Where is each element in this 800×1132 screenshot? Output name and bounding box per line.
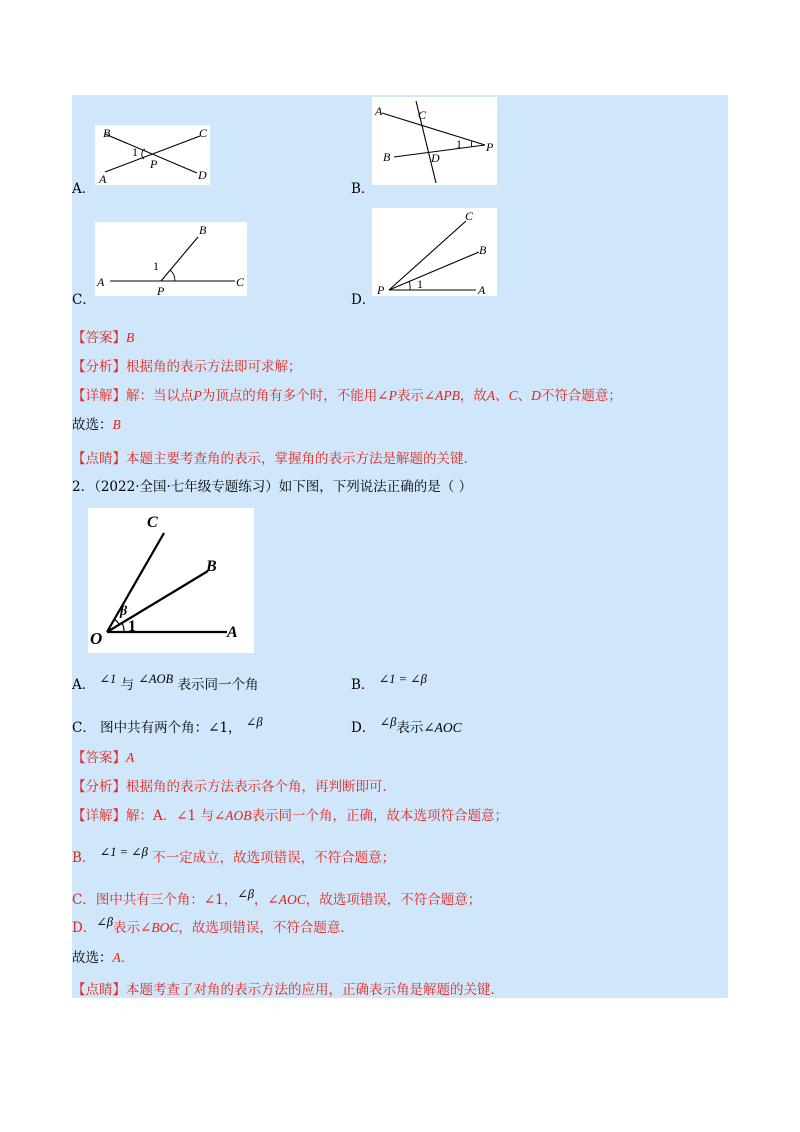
math-angle-aob: ∠AOB [138, 672, 174, 686]
label-C: C [199, 126, 208, 140]
q2-analysis-line [72, 777, 396, 797]
question-number: 2． [72, 479, 95, 495]
figure-option-a [95, 125, 210, 185]
math-angle-beta: ∠β [237, 887, 254, 901]
choose-value: A [112, 950, 121, 965]
math-equation: ∠1 = ∠β [99, 845, 148, 859]
comment-text: 本题主要考查角的表示，掌握角的表示方法是解题的关键. [126, 451, 468, 467]
option-d-label: D． [351, 292, 376, 308]
math-angle-beta: ∠β [96, 915, 114, 929]
option-text: 与 [120, 677, 135, 693]
label-C: C [236, 275, 245, 289]
figure-option-c [95, 222, 247, 296]
figure-option-b [372, 97, 497, 185]
q2-stem [72, 477, 472, 497]
option-label: C． [72, 720, 96, 736]
q2-comment-line [72, 980, 504, 1000]
q2-detail-line-3 [72, 887, 482, 910]
detail-text: 表示∠ [396, 388, 436, 404]
math-equation: ∠1 = ∠β [378, 672, 427, 686]
detail-text: ，故选项错误，不符合题意； [305, 892, 482, 908]
label-C: C [147, 514, 158, 531]
detail-var: P [388, 388, 397, 403]
label-B: B [383, 150, 391, 164]
q2-option-b [351, 672, 427, 695]
label-O: O [90, 629, 103, 648]
label-C: C [465, 209, 474, 223]
comment-text: 本题考查了对角的表示方法的应用，正确表示角是解题的关键． [126, 982, 504, 998]
detail-text: 、 [517, 388, 532, 404]
q1-comment-line [72, 449, 468, 469]
detail-var: C [508, 388, 518, 403]
label-C: C [418, 108, 427, 122]
label-1: 1 [132, 145, 138, 159]
analysis-tag: 【分析】 [72, 779, 126, 795]
option-text: 表示∠ [396, 720, 435, 736]
answer-value: A [126, 750, 135, 765]
label-A: A [99, 172, 107, 185]
q2-answer-line [72, 748, 134, 768]
label-D: D [431, 151, 440, 165]
detail-var: APB [435, 388, 460, 403]
math-angle-beta: ∠β [379, 715, 397, 729]
detail-text: ，故选项错误，不符合题意． [178, 920, 354, 936]
label-P: P [150, 157, 158, 171]
q2-option-a [72, 672, 259, 695]
detail-text: ，∠ [253, 892, 279, 908]
choose-text: 故选： [72, 417, 113, 433]
option-c-label: C． [72, 292, 96, 308]
label-B: B [479, 243, 487, 257]
detail-text: 表示∠ [113, 920, 152, 936]
option-b-label: B． [351, 181, 375, 197]
option-label: D． [351, 720, 376, 736]
detail-var: AOB [225, 808, 252, 823]
option-var: AOC [434, 720, 462, 735]
detail-text: 解：当以点 [126, 388, 194, 404]
option-text: 表示同一个角 [177, 677, 259, 693]
q1-analysis-line [72, 357, 302, 377]
label-B: B [103, 126, 111, 140]
label-A: A [227, 624, 238, 641]
q1-detail-line [72, 386, 622, 406]
q2-detail-line-1 [72, 806, 508, 826]
label-1: 1 [153, 259, 159, 273]
detail-text: 不符合题意； [540, 388, 622, 404]
label-1: 1 [417, 277, 423, 291]
q2-detail-line-4 [72, 915, 354, 938]
option-text: 图中共有两个角：∠1， [100, 720, 242, 736]
detail-var: A [486, 388, 496, 403]
detail-text: 不一定成立，故选项错误，不符合题意； [152, 850, 396, 866]
detail-text: ，故 [459, 388, 487, 404]
analysis-text: 根据角的表示方法表示各个角，再判断即可． [126, 779, 396, 795]
question-text: （2022·全国·七年级专题练习）如下图，下列说法正确的是（ ） [94, 479, 473, 495]
choose-value: B [112, 417, 121, 432]
detail-tag: 【详解】 [72, 388, 126, 404]
figure-option-d [372, 208, 497, 296]
q2-option-d [351, 715, 462, 738]
label-P: P [377, 283, 385, 296]
q2-option-c [72, 715, 263, 738]
label-P: P [486, 140, 494, 154]
detail-text: 表示同一个角，正确，故本选项符合题意； [251, 808, 509, 824]
detail-text: 解：A．∠1 与∠ [126, 808, 226, 824]
q1-answer-line [72, 328, 134, 348]
detail-var: P [193, 388, 202, 403]
label-A: A [375, 104, 383, 118]
option-label: B． [351, 677, 375, 693]
detail-label: B． [72, 850, 96, 866]
choose-end: ． [120, 950, 135, 966]
answer-value: B [126, 330, 135, 345]
label-D: D [198, 168, 207, 182]
analysis-tag: 【分析】 [72, 359, 126, 375]
math-angle-1: ∠1 [99, 672, 117, 686]
figure-q2 [88, 508, 254, 653]
label-1: 1 [456, 137, 462, 151]
label-B: B [199, 223, 207, 237]
analysis-text: 根据角的表示方法即可求解； [126, 359, 302, 375]
label-beta: β [120, 604, 128, 619]
option-a-label: A． [72, 181, 96, 197]
detail-var: BOC [151, 920, 179, 935]
option-label: A． [72, 677, 96, 693]
answer-tag: 【答案】 [72, 750, 126, 766]
label-A: A [478, 283, 486, 296]
detail-label: D． [72, 920, 97, 936]
detail-text: 为顶点的角有多个时，不能用∠ [201, 388, 389, 404]
detail-var: D [531, 388, 541, 403]
math-angle-beta: ∠β [245, 715, 263, 729]
answer-tag: 【答案】 [72, 330, 126, 346]
choose-text: 故选： [72, 950, 113, 966]
label-P: P [157, 284, 165, 296]
detail-var: AOC [278, 892, 306, 907]
detail-text: 、 [495, 388, 509, 404]
comment-tag: 【点睛】 [72, 982, 126, 998]
q1-choose-line [72, 415, 121, 435]
comment-tag: 【点睛】 [72, 451, 126, 467]
label-1: 1 [128, 618, 136, 635]
detail-tag: 【详解】 [72, 808, 126, 824]
q2-detail-line-2 [72, 845, 396, 868]
q2-choose-line [72, 948, 134, 968]
label-B: B [206, 558, 217, 575]
detail-text: C．图中共有三个角：∠1， [72, 892, 238, 908]
label-A: A [97, 275, 105, 289]
